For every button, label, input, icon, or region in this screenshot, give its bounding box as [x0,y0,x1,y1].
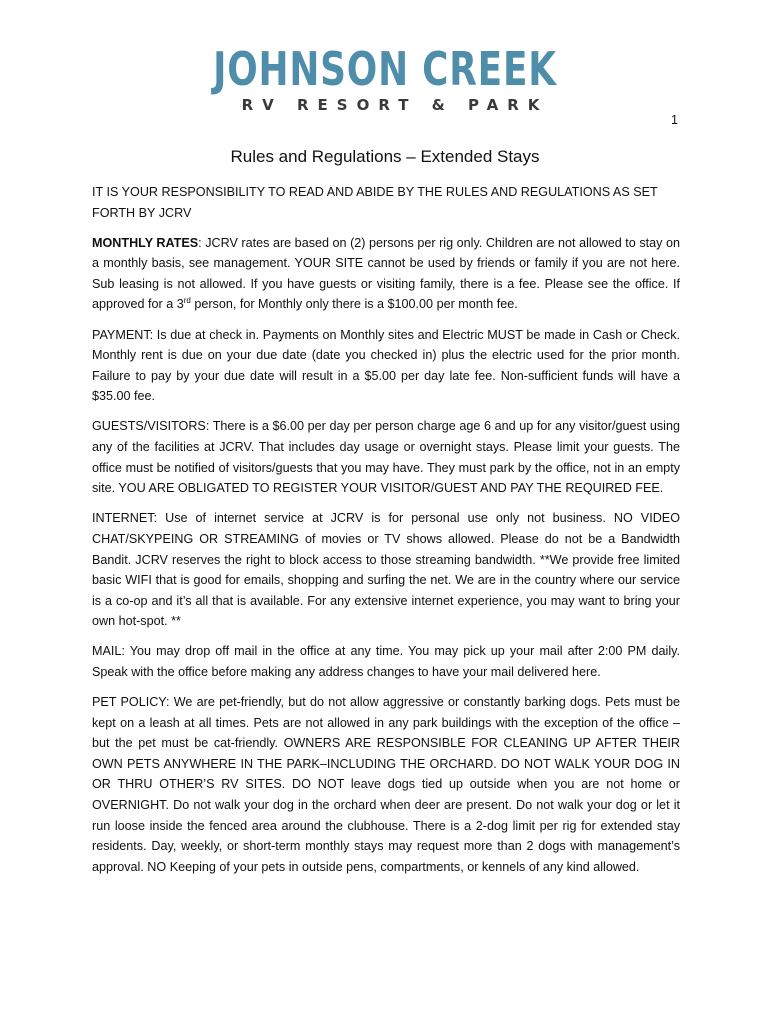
guests-paragraph: GUESTS/VISITORS: There is a $6.00 per day per person charge age 6 and up for any visitor/guest using any of the facilities at JCRV. That includes day usage or overnight stays. Please limit your guests. The office must be notified of visitors/guests that you may have. They must park by the office, not in an empty site. YOU ARE OBLIGATED TO REGISTER YOUR VISITOR/GUEST AND PAY THE REQUIRED FEE. [92,419,680,496]
intro-paragraph: IT IS YOUR RESPONSIBILITY TO READ AND ABIDE BY THE RULES AND REGULATIONS AS SET FORTH BY JCRV [92,185,658,220]
logo-subtitle: RV RESORT & PARK [241,96,549,114]
ordinal-suffix: rd [183,296,191,306]
monthly-rates-paragraph [92,233,680,315]
document-body [92,182,680,887]
pet-policy-paragraph: PET POLICY: We are pet-friendly, but do not allow aggressive or constantly barking dogs. Pets must be kept on a leash at all times. Pets are not allowed in any park buildings with the exception of the office – but the pet must be cat-friendly. OWNERS ARE RESPONSIBLE FOR CLEANING UP AFTER THEIR OWN PETS ANYWHERE IN THE PARK–INCLUDING THE ORCHARD. DO NOT WALK YOUR DOG IN OR THRU OTHER’S RV SITES. DO NOT leave dogs tied up outside when you are not home or OVERNIGHT. Do not walk your dog in the orchard when deer are present. Do not walk your dog or let it run loose inside the fenced area around the clubhouse. There is a 2-dog limit per rig for extended stay residents. Day, weekly, or short-term monthly stays may request more than 2 dogs with management’s approval. NO Keeping of your pets in outside pens, compartments, or kennels of any kind allowed. [92,695,680,874]
mail-paragraph: MAIL: You may drop off mail in the office at any time. You may pick up your mail after 2:00 PM daily. Speak with the office before making any address changes to have your mail delivered here. [92,644,680,679]
document-title: Rules and Regulations – Extended Stays [230,147,540,166]
johnson-creek-logo [0,44,770,114]
monthly-rates-text: : JCRV rates are based on (2) persons per rig only. Children are not allowed to stay on a monthly basis, see management. YOUR SITE cannot be used by friends or family if you are not here. Sub leasing is not allowed. If you have guests or visiting family, there is a fee. Please see the office. If approved for a 3 [92,235,680,312]
internet-paragraph: INTERNET: Use of internet service at JCRV is for personal use only not business. NO VIDEO CHAT/SKYPEING OR STREAMING of movies or TV shows allowed. Please do not be a Bandwidth Bandit. JCRV reserves the right to block access to those streaming bandwidth. **We provide free limited basic WIFI that is good for emails, shopping and surfing the net. We are in the country where our service is a co-op and it’s all that is available. For any extensive internet experience, you may want to bring your own hot-spot. ** [92,511,680,629]
page-number: 1 [671,113,678,127]
logo-title: JOHNSON CREEK [213,42,557,96]
monthly-rates-heading: MONTHLY RATES [92,235,199,250]
monthly-rates-text-end: person, for Monthly only there is a $100.00 per month fee. [190,297,518,312]
payment-paragraph: PAYMENT: Is due at check in. Payments on Monthly sites and Electric MUST be made in Cash or Check. Monthly rent is due on your due date (date you checked in) plus the electric used for the prior month. Failure to pay by your due date will result in a $5.00 per day late fee. Non-sufficient funds will have a $35.00 fee. [92,327,680,404]
